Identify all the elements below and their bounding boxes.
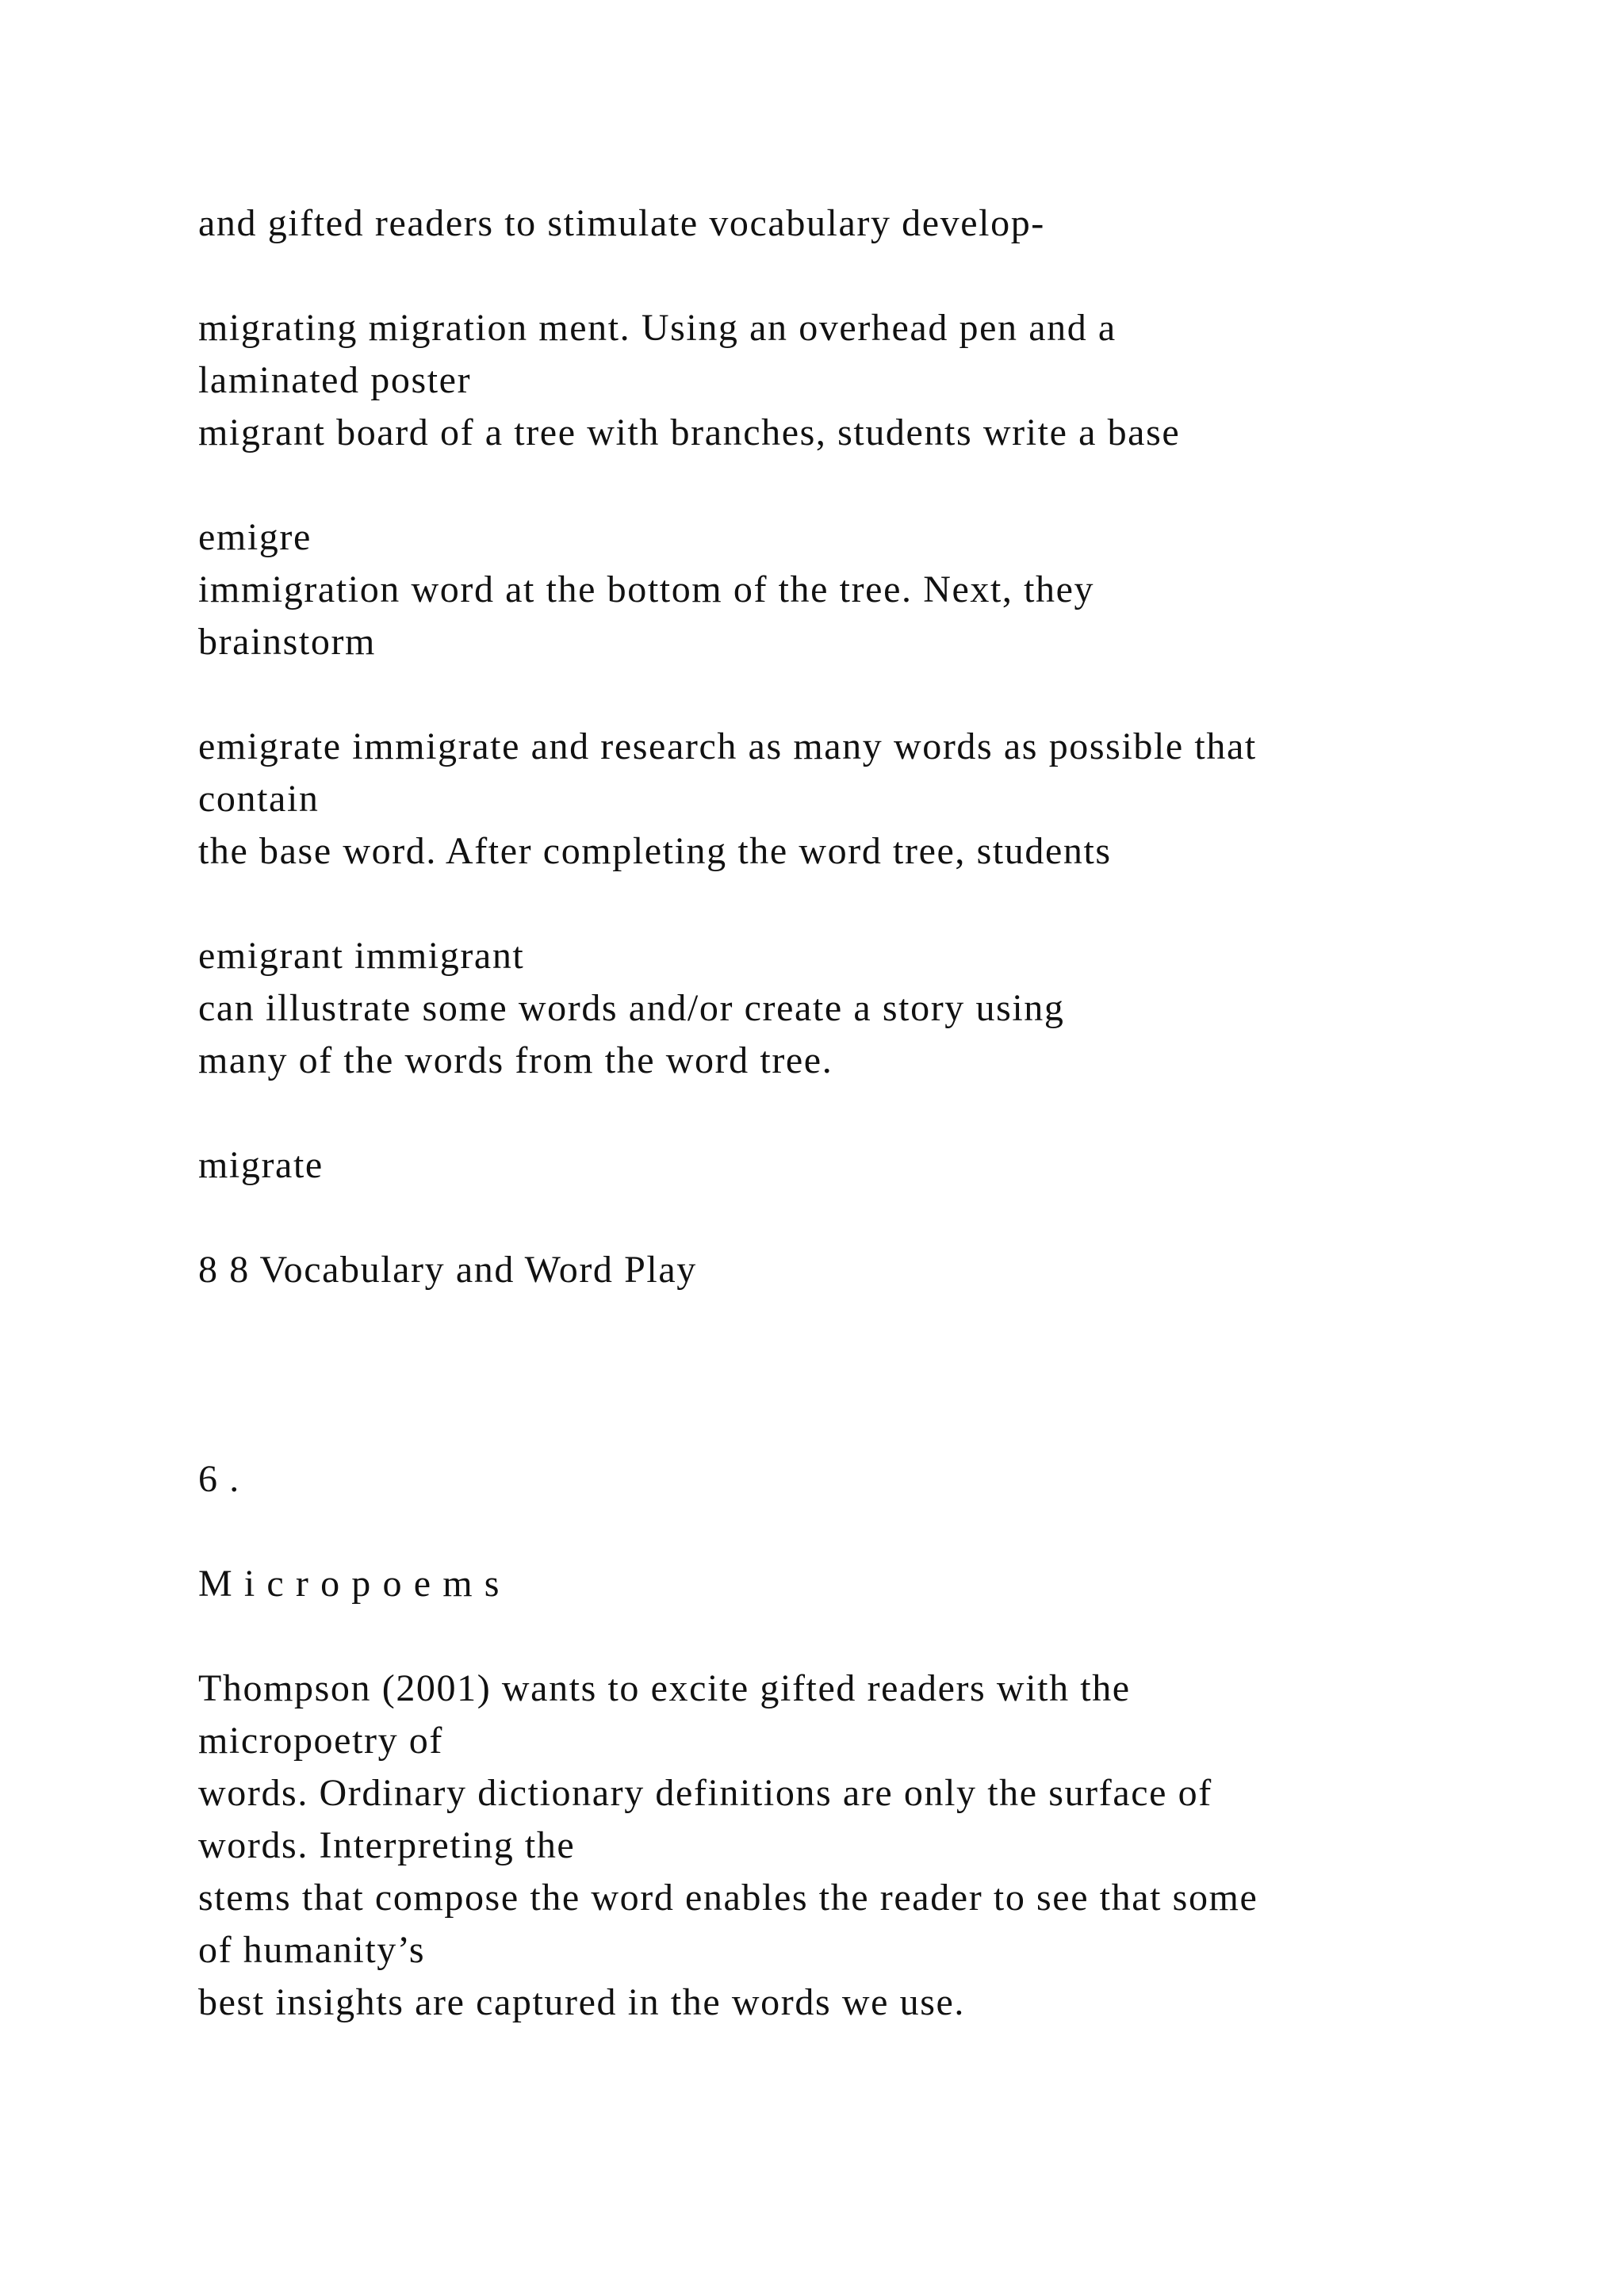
text-line: emigrant immigrant	[198, 935, 525, 977]
text-line: and gifted readers to stimulate vocabulary develop-	[198, 202, 1045, 244]
text-line: laminated poster	[198, 359, 472, 401]
text-line: can illustrate some words and/or create a story using	[198, 987, 1065, 1029]
text-line: stems that compose the word enables the reader to see that some	[198, 1877, 1258, 1919]
section-heading: M i c r o p o e m s	[198, 1563, 501, 1605]
text-line: many of the words from the word tree.	[198, 1039, 833, 1081]
text-line: contain	[198, 778, 320, 820]
text-line: of humanity’s	[198, 1929, 426, 1971]
section-footer: 8 8 Vocabulary and Word Play	[198, 1249, 697, 1291]
text-line: micropoetry of	[198, 1720, 443, 1762]
text-line: brainstorm	[198, 621, 376, 663]
text-line: the base word. After completing the word tree, students	[198, 830, 1112, 872]
text-line: migrating migration ment. Using an overhead pen and a	[198, 307, 1116, 349]
text-line: migrate	[198, 1144, 324, 1186]
text-line: words. Interpreting the	[198, 1824, 576, 1866]
text-line: emigre	[198, 516, 312, 558]
text-line: emigrate immigrate and research as many words as possible that	[198, 725, 1257, 767]
text-line: immigration word at the bottom of the tree. Next, they	[198, 568, 1095, 610]
text-line: words. Ordinary dictionary definitions are only the surface of	[198, 1772, 1212, 1814]
section-number: 6 .	[198, 1458, 240, 1500]
text-line: best insights are captured in the words we use.	[198, 1981, 965, 2023]
text-line: migrant board of a tree with branches, students write a base	[198, 411, 1181, 453]
text-line: Thompson (2001) wants to excite gifted readers with the	[198, 1667, 1131, 1709]
